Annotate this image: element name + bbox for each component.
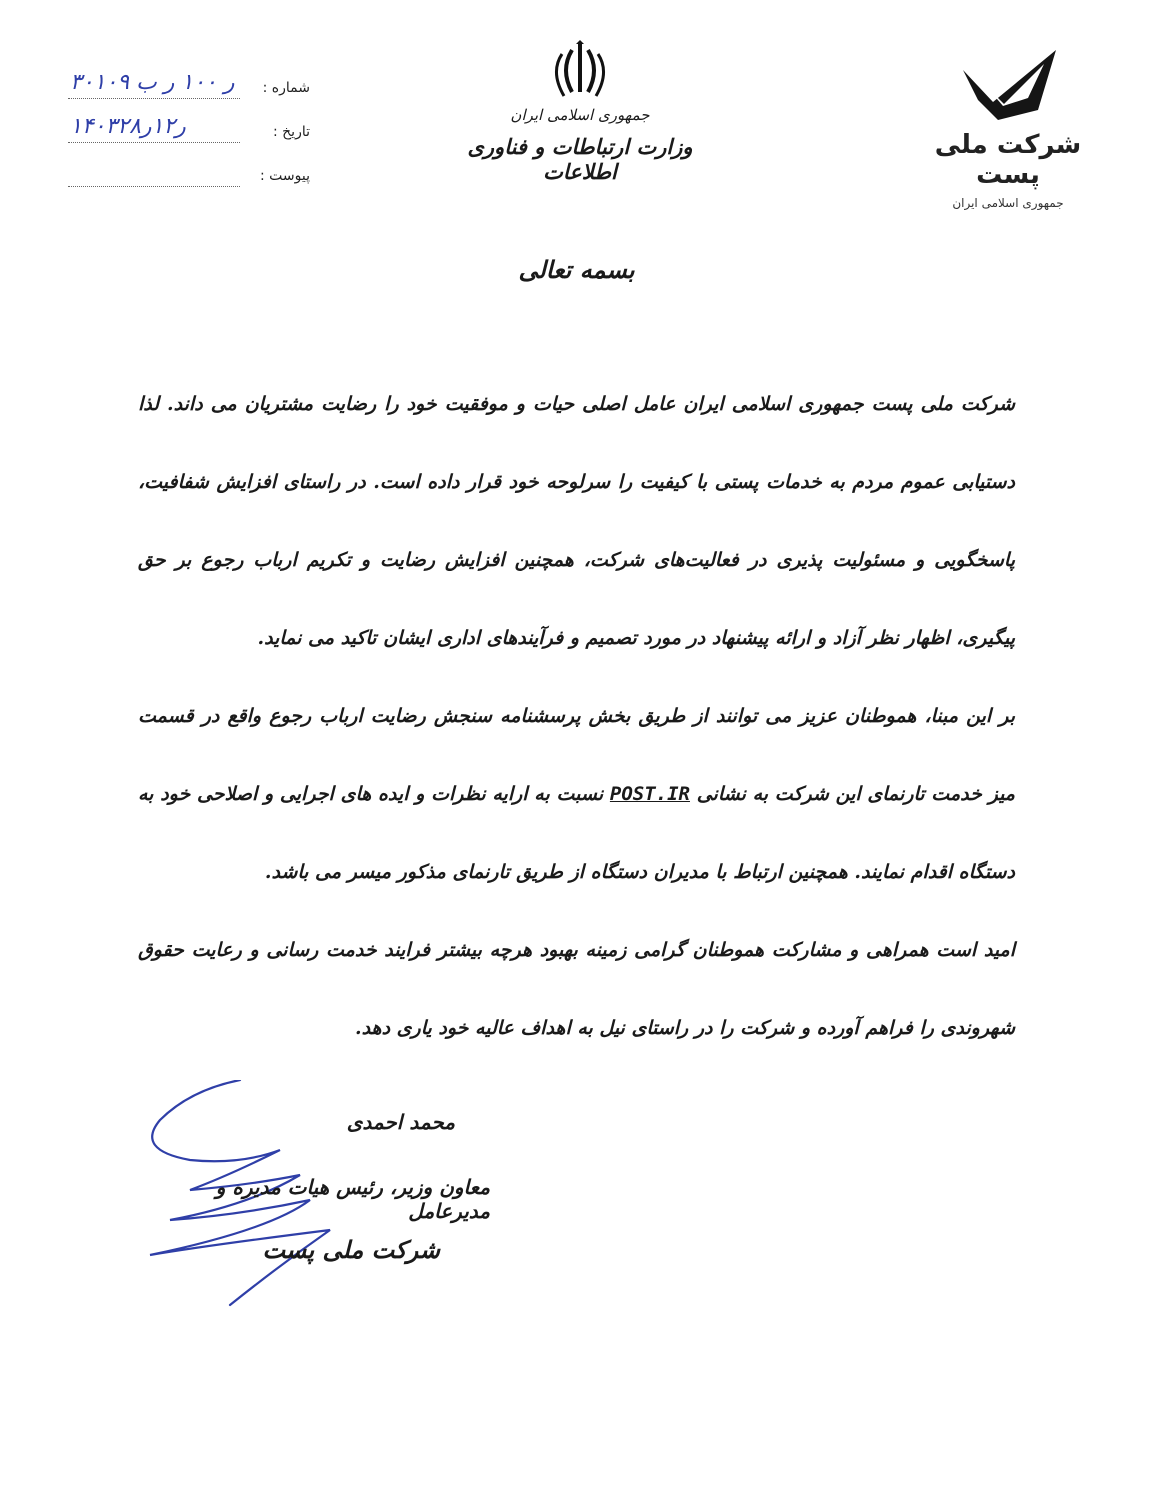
signer-organization: شرکت ملی پست <box>262 1235 440 1264</box>
company-subtitle: جمهوری اسلامی ایران <box>952 196 1064 210</box>
date-field <box>60 114 310 158</box>
country-name: جمهوری اسلامی ایران <box>510 106 650 124</box>
paragraph-3: امید است همراهی و مشارکت هموطنان گرامی زمینه بهبود هرچه بیشتر فرایند خدمت رسانی و رعایت حقوق شهروندی را فراهم آورده و شرکت را در راستای نیل به اهداف عالیه خود یاری دهد. <box>138 939 1015 1039</box>
date-line <box>68 142 240 143</box>
company-name: شرکت ملی پست <box>934 130 1082 190</box>
signature-block <box>130 1100 490 1320</box>
post-ir-link[interactable]: POST.IR <box>609 783 690 805</box>
attachment-line <box>68 186 240 187</box>
number-label: شماره : <box>262 80 310 96</box>
letter-body <box>138 365 1015 1067</box>
post-logo-icon <box>948 40 1068 130</box>
iran-emblem-icon <box>550 40 610 102</box>
paragraph-2-start: بر این مبنا، هموطنان عزیز می توانند از طریق بخش پرسشنامه سنجش رضایت ارباب رجوع واقع در قسمت میز خدمت تارنمای این شرکت به نشانی <box>138 705 1015 805</box>
government-header <box>430 40 730 184</box>
date-label: تاریخ : <box>272 124 310 140</box>
salutation: بسمه تعالی <box>518 255 635 284</box>
signer-name: محمد احمدی <box>346 1110 455 1134</box>
signer-title: معاون وزیر، رئیس هیات مدیره و مدیرعامل <box>215 1175 490 1223</box>
letter-meta <box>60 70 310 202</box>
number-value: ۳۰۱۰۹ ر ۱۰۰ ر ب <box>70 70 235 95</box>
paragraph-2-end: نسبت به ارایه نظرات و ایده های اجرایی و اصلاحی خود به دستگاه اقدام نمایند. همچنین ارتباط با مدیران دستگاه از طریق تارنمای مذکور میسر می باشد. <box>138 783 1015 883</box>
number-field <box>60 70 310 114</box>
attachment-field <box>60 158 310 202</box>
paragraph-1: شرکت ملی پست جمهوری اسلامی ایران عامل اصلی حیات و موفقیت خود را رضایت مشتریان می داند. لذا دستیابی عموم مردم به خدمات پستی با کیفیت را سرلوحه خود قرار داده است. در راستای افزایش شفافیت، پاسخگویی و مسئولیت پذیری در فعالیت‌های شرکت، همچنین افزایش رضایت و تکریم ارباب رجوع بر حق پیگیری، اظهار نظر آزاد و ارائه پیشنهاد در مورد تصمیم و فرآیندهای اداری ایشان تاکید می نماید. <box>138 393 1015 649</box>
company-logo <box>918 40 1098 210</box>
date-value: ۱۴۰۳ر۱۲ر۲۸ <box>70 114 186 139</box>
number-line <box>68 98 240 99</box>
paragraph-2 <box>138 677 1015 911</box>
ministry-name: وزارت ارتباطات و فناوری اطلاعات <box>467 134 693 184</box>
attachment-label: پیوست : <box>260 168 310 184</box>
